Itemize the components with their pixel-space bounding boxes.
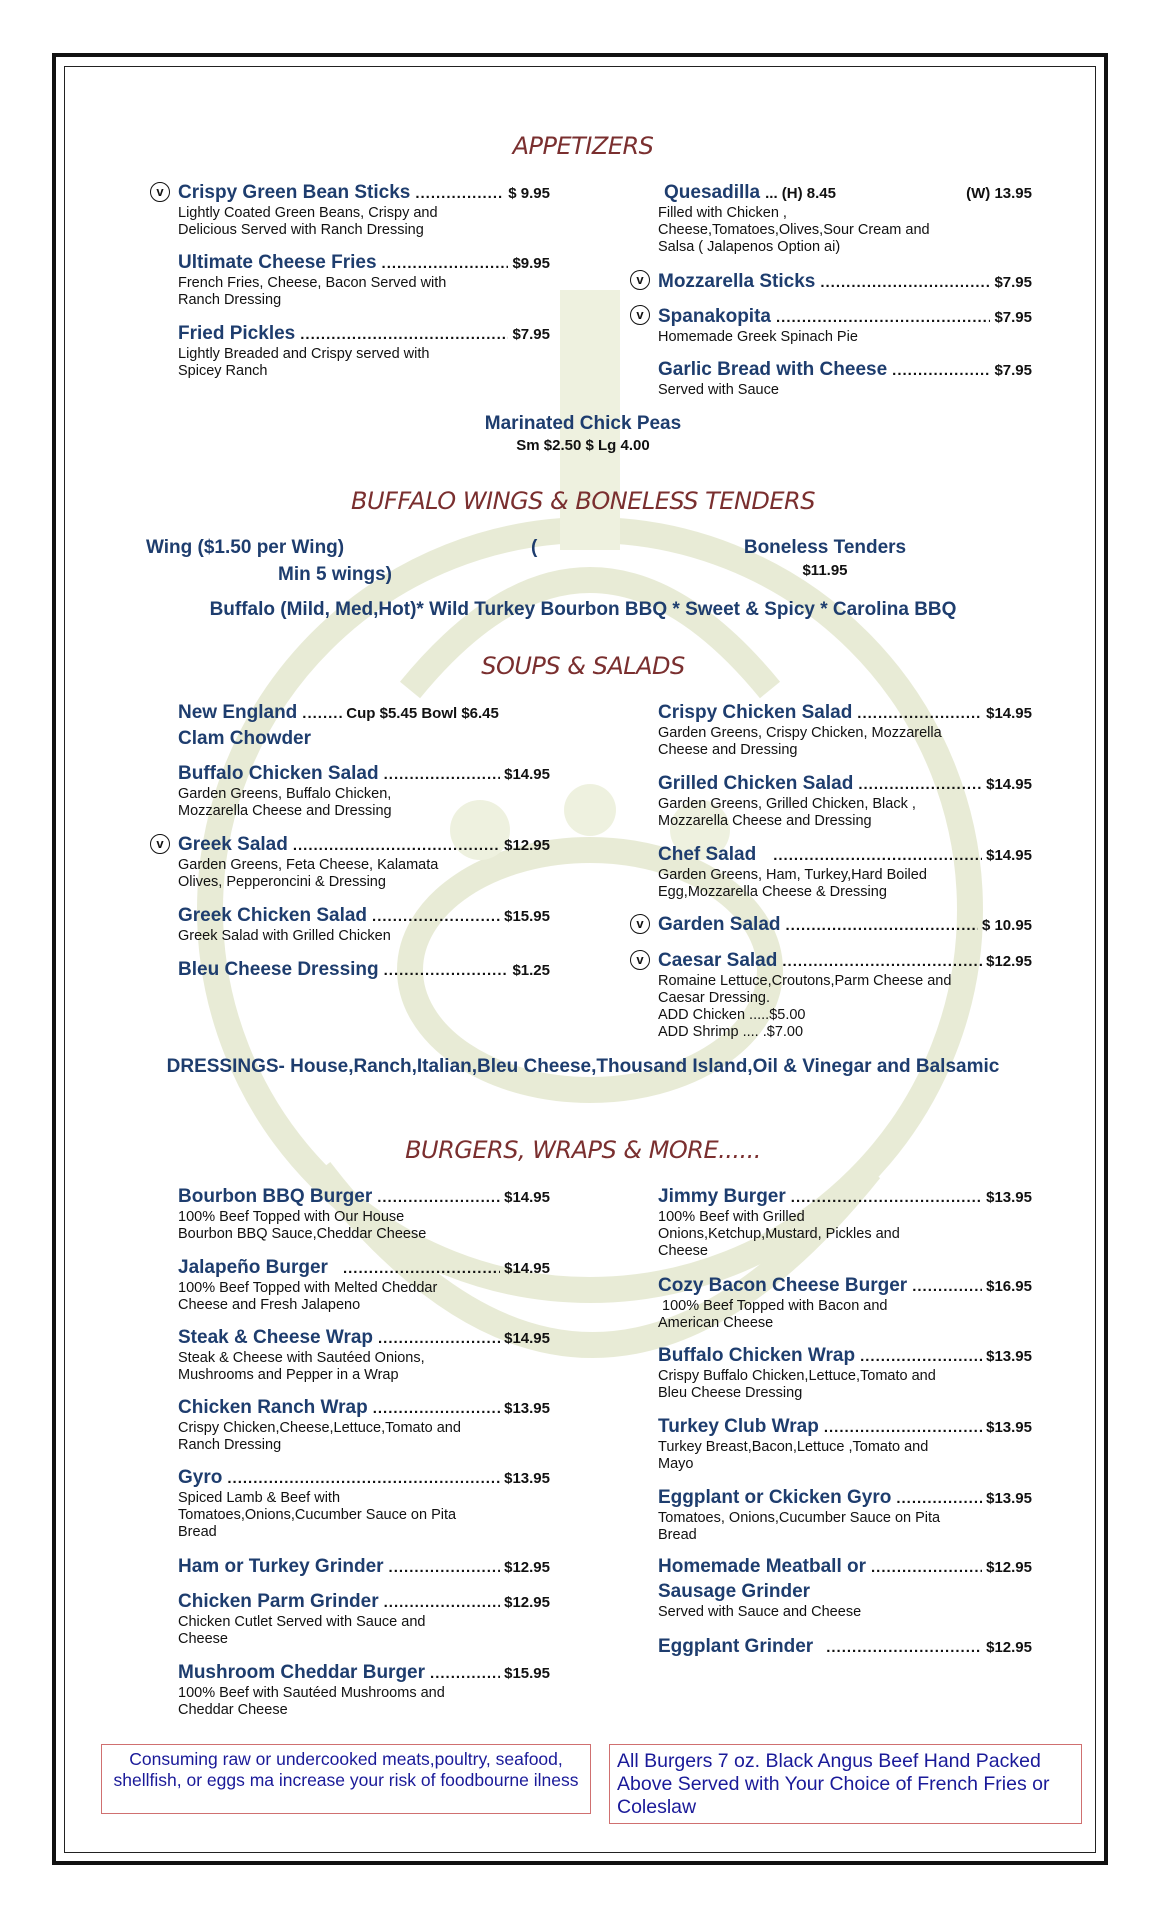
item-name: Bourbon BBQ Burger (178, 1186, 373, 1207)
burger-note-text: All Burgers 7 oz. Black Angus Beef Hand Packed Above Served with Your Choice of French Fries or Coleslaw (617, 1750, 1050, 1818)
item-price-half: ... (H) 8.45 (765, 185, 836, 202)
menu-item (658, 1186, 1032, 1260)
wing-sauces: Buffalo (Mild, Med,Hot)* Wild Turkey Bourbon BBQ * Sweet & Spicy * Carolina BBQ (209, 599, 957, 620)
item-name: Chicken Ranch Wrap (178, 1397, 368, 1418)
item-name: Buffalo Chicken Salad (178, 763, 379, 784)
menu-item (178, 702, 550, 750)
menu-item (658, 271, 1032, 293)
item-price: $12.95 (986, 953, 1032, 970)
menu-item (658, 773, 1032, 830)
item-name: New England (178, 702, 298, 723)
item-name: Buffalo Chicken Wrap (658, 1345, 856, 1366)
soups-title: SOUPS & SALADS (481, 652, 685, 680)
appetizers-title: APPETIZERS (512, 132, 654, 160)
item-price: $7.95 (994, 274, 1032, 291)
menu-item (178, 905, 550, 945)
item-price-whole: (W) 13.95 (966, 185, 1032, 202)
item-description: 100% Beef with Sautéed Mushrooms and Cheddar Cheese (178, 1685, 445, 1718)
item-description: Garden Greens, Ham, Turkey,Hard Boiled Egg,Mozzarella Cheese & Dressing (658, 867, 927, 900)
item-price: $12.95 (986, 1639, 1032, 1656)
menu-item (658, 1416, 1032, 1473)
item-price: $15.95 (504, 1665, 550, 1682)
item-description: Crispy Chicken,Cheese,Lettuce,Tomato and Ranch Dressing (178, 1420, 461, 1453)
item-description: Served with Sauce and Cheese (658, 1604, 862, 1620)
item-description: Romaine Lettuce,Croutons,Parm Cheese and Caesar Dressing. ADD Chicken .....$5.00 ADD Shrimp .... .$7.00 (658, 973, 952, 1040)
item-name: Turkey Club Wrap (658, 1416, 819, 1437)
item-description: Chicken Cutlet Served with Sauce and Cheese (178, 1614, 426, 1647)
item-name: Garlic Bread with Cheese (658, 359, 888, 380)
item-name-line2: Sausage Grinder (658, 1581, 811, 1602)
item-description: Spiced Lamb & Beef with Tomatoes,Onions,Cucumber Sauce on Pita Bread (178, 1490, 457, 1540)
item-price: $14.95 (504, 766, 550, 783)
item-price: Cup $5.45 Bowl $6.45 (346, 705, 499, 722)
item-name: Eggplant or Ckicken Gyro (658, 1487, 892, 1508)
menu-item (658, 1487, 1032, 1544)
item-name: Crispy Chicken Salad (658, 702, 853, 723)
tenders-price: $11.95 (802, 562, 848, 579)
item-name: Caesar Salad (658, 950, 778, 971)
menu-item (178, 1591, 550, 1648)
item-price: $13.95 (504, 1470, 550, 1487)
paren-text: ( (531, 537, 538, 558)
menu-item (178, 1257, 550, 1314)
menu-item (178, 763, 550, 820)
menu-item (658, 306, 1032, 346)
item-name: Jimmy Burger (658, 1186, 786, 1207)
item-name: Quesadilla (664, 182, 761, 203)
menu-item (658, 182, 1032, 256)
item-name: Mushroom Cheddar Burger (178, 1662, 426, 1683)
item-description: 100% Beef Topped with Bacon and American Cheese (658, 1298, 891, 1331)
vegetarian-icon: v (630, 270, 650, 290)
item-description: French Fries, Cheese, Bacon Served with Ranch Dressing (178, 275, 447, 308)
menu-item (178, 182, 550, 239)
menu-item (178, 252, 550, 309)
item-name: Chicken Parm Grinder (178, 1591, 379, 1612)
item-price: $1.25 (512, 962, 550, 979)
burgers-title: BURGERS, WRAPS & MORE...... (405, 1136, 761, 1164)
vegetarian-icon: v (630, 914, 650, 934)
item-price: $13.95 (986, 1189, 1032, 1206)
item-name: Steak & Cheese Wrap (178, 1327, 374, 1348)
item-price: $16.95 (986, 1278, 1032, 1295)
item-name: Greek Salad (178, 834, 288, 855)
vegetarian-icon: v (150, 834, 170, 854)
item-description: Garden Greens, Buffalo Chicken, Mozzarella Cheese and Dressing (178, 786, 392, 819)
item-description: Greek Salad with Grilled Chicken (178, 928, 391, 944)
menu-item (658, 844, 1032, 901)
item-name: Cozy Bacon Cheese Burger (658, 1275, 908, 1296)
tenders-name: Boneless Tenders (743, 537, 907, 558)
item-price: $13.95 (986, 1419, 1032, 1436)
item-price: $7.95 (512, 326, 550, 343)
item-price: $12.95 (986, 1559, 1032, 1576)
menu-item (178, 1556, 550, 1578)
chick-peas-name: Marinated Chick Peas (484, 413, 682, 434)
item-description: 100% Beef with Grilled Onions,Ketchup,Mustard, Pickles and Cheese (658, 1209, 900, 1259)
menu-item (658, 359, 1032, 399)
menu-item (178, 1467, 550, 1541)
item-description: Steak & Cheese with Sautéed Onions, Mushrooms and Pepper in a Wrap (178, 1350, 425, 1383)
item-price: $14.95 (504, 1330, 550, 1347)
item-price: $14.95 (986, 776, 1032, 793)
item-name: Grilled Chicken Salad (658, 773, 854, 794)
item-name: Gyro (178, 1467, 223, 1488)
item-price: $13.95 (504, 1400, 550, 1417)
menu-item (178, 1186, 550, 1243)
item-description: Lightly Breaded and Crispy served with Spicey Ranch (178, 346, 430, 379)
item-name: Bleu Cheese Dressing (178, 959, 379, 980)
wing-minimum: Min 5 wings) (278, 564, 392, 585)
menu-item (178, 1327, 550, 1384)
item-description: Served with Sauce (658, 382, 779, 398)
item-name: Ultimate Cheese Fries (178, 252, 377, 273)
item-price: $12.95 (504, 1594, 550, 1611)
item-name: Garden Salad (658, 914, 781, 935)
item-name: Spanakopita (658, 306, 771, 327)
item-price: $ 9.95 (508, 185, 550, 202)
item-price: $7.95 (994, 362, 1032, 379)
wing-price: Wing ($1.50 per Wing) (146, 537, 345, 558)
item-name: Ham or Turkey Grinder (178, 1556, 384, 1577)
item-name: Fried Pickles (178, 323, 296, 344)
vegetarian-icon: v (630, 950, 650, 970)
menu-item (658, 1345, 1032, 1402)
item-name: Eggplant Grinder (658, 1636, 814, 1657)
item-description: Garden Greens, Crispy Chicken, Mozzarella Cheese and Dressing (658, 725, 942, 758)
menu-item (178, 834, 550, 891)
item-price: $12.95 (504, 1559, 550, 1576)
menu-item (658, 1636, 1032, 1658)
item-price: $ 10.95 (981, 917, 1032, 934)
item-name: Jalapeño Burger (178, 1257, 328, 1278)
item-price: $14.95 (986, 705, 1032, 722)
item-description: Lightly Coated Green Beans, Crispy and Delicious Served with Ranch Dressing (178, 205, 438, 238)
item-description: Turkey Breast,Bacon,Lettuce ,Tomato and Mayo (658, 1439, 929, 1472)
vegetarian-icon: v (150, 182, 170, 202)
item-name: Crispy Green Bean Sticks (178, 182, 411, 203)
menu-item (658, 950, 1032, 1041)
item-price: $14.95 (504, 1189, 550, 1206)
item-price: $14.95 (504, 1260, 550, 1277)
item-price: $14.95 (986, 847, 1032, 864)
chick-peas-price: Sm $2.50 $ Lg 4.00 (516, 437, 650, 454)
menu-item (658, 1556, 1032, 1621)
menu-item (178, 959, 550, 981)
health-warning-text: Consuming raw or undercooked meats,poultry, seafood, shellfish, or eggs ma increase your risk of foodbourne ilness (113, 1749, 579, 1790)
item-description: Crispy Buffalo Chicken,Lettuce,Tomato and Bleu Cheese Dressing (658, 1368, 936, 1401)
menu-item (658, 1275, 1032, 1332)
item-price: $7.95 (994, 309, 1032, 326)
health-warning-box (101, 1744, 591, 1814)
dressings-list: DRESSINGS- House,Ranch,Italian,Bleu Cheese,Thousand Island,Oil & Vinegar and Balsamic (166, 1056, 1000, 1077)
menu-item (178, 1662, 550, 1719)
item-name: Chef Salad (658, 844, 757, 865)
menu-item (178, 1397, 550, 1454)
item-price: $13.95 (986, 1348, 1032, 1365)
item-price: $15.95 (504, 908, 550, 925)
item-name: Mozzarella Sticks (658, 271, 816, 292)
wings-title: BUFFALO WINGS & BONELESS TENDERS (351, 487, 815, 515)
burger-note-box (609, 1744, 1082, 1824)
item-price: $13.95 (986, 1490, 1032, 1507)
menu-item (658, 702, 1032, 759)
item-description: 100% Beef Topped with Melted Cheddar Cheese and Fresh Jalapeno (178, 1280, 438, 1313)
item-price: $9.95 (512, 255, 550, 272)
item-description: Garden Greens, Grilled Chicken, Black , Mozzarella Cheese and Dressing (658, 796, 916, 829)
item-description: Tomatoes, Onions,Cucumber Sauce on Pita Bread (658, 1510, 941, 1543)
item-description: Filled with Chicken , Cheese,Tomatoes,Olives,Sour Cream and Salsa ( Jalapenos Option ai) (658, 205, 930, 255)
menu-item (178, 323, 550, 380)
item-name: Homemade Meatball or (658, 1556, 866, 1577)
item-name: Greek Chicken Salad (178, 905, 368, 926)
item-description: Garden Greens, Feta Cheese, Kalamata Olives, Pepperoncini & Dressing (178, 857, 439, 890)
item-name-line2: Clam Chowder (178, 728, 312, 749)
item-description: 100% Beef Topped with Our House Bourbon BBQ Sauce,Cheddar Cheese (178, 1209, 427, 1242)
menu-item (658, 914, 1032, 936)
item-description: Homemade Greek Spinach Pie (658, 329, 858, 345)
vegetarian-icon: v (630, 305, 650, 325)
item-price: $12.95 (504, 837, 550, 854)
